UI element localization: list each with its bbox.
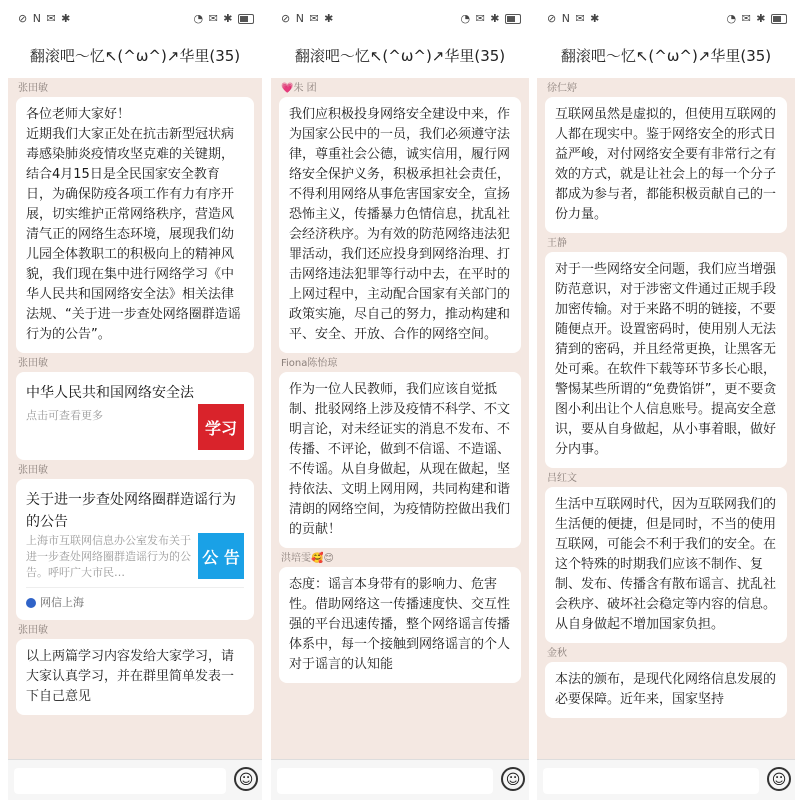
sender-name: 张田敏 [18, 358, 48, 369]
sender-name: 洪培雯🥰😊 [281, 553, 334, 564]
message-list[interactable] [271, 78, 529, 760]
sender-name: 吕红文 [547, 473, 577, 484]
input-bar [537, 759, 795, 800]
chat-title: 翻滚吧～忆↖(^ω^)↗华里(35) [271, 36, 529, 78]
message-bubble[interactable]: 生活中互联网时代，因为互联网我们的生活便的便捷，但是同时，不当的使用互联网，可能会不利于我们的安全。在这个特殊的时期我们应该不制作、复制、发布、传播含有散布谣言、扰乱社会秩序、破坏社会稳定等内容的信息。从自身做起不增加国家负担。 [545, 487, 787, 643]
status-bar [8, 0, 262, 36]
sender-name: 张田敏 [18, 465, 48, 476]
battery-icon [771, 14, 787, 24]
article-thumbnail: 学习 [198, 404, 244, 450]
message-bubble[interactable]: 互联网虽然是虚拟的，但使用互联网的人都在现实中。鉴于网络安全的形式日益严峻，对付网络安全要有非常行之有效的方式，就是让社会上的每一个分子都成为参与者，都能积极贡献自己的一份力量。 [545, 97, 787, 233]
message-bubble[interactable]: 本法的颁布，是现代化网络信息发展的必要保障。近年来，国家坚持 [545, 662, 787, 718]
input-bar [8, 759, 262, 800]
message-bubble[interactable]: 态度：谣言本身带有的影响力、危害性。借助网络这一传播速度快、交互性强的平台迅速传播，整个网络谣言传播体系中，每一个接触到网络谣言的个人对于谣言的认知能 [279, 567, 521, 683]
battery-icon [505, 14, 521, 24]
status-icons-left: ⊘ N ✉ ✱ [18, 12, 72, 25]
card-description: 上海市互联网信息办公室发布关于进一步查处网络圈群造谣行为的公告。呼吁广大市民… [26, 534, 191, 579]
emoji-icon[interactable]: ☺ [234, 767, 258, 791]
sender-name: 王静 [547, 238, 567, 249]
source-logo-icon [26, 598, 36, 608]
chat-panel-3 [537, 0, 795, 800]
status-icons-right: ◔ ✉ ✱ [193, 12, 254, 25]
article-source: 网信上海 [26, 587, 244, 610]
sender-name: 张田敏 [18, 625, 48, 636]
emoji-icon[interactable]: ☺ [767, 767, 791, 791]
sender-name: 💗朱 团 [281, 83, 317, 94]
sender-name: 徐仁婷 [547, 83, 577, 94]
shared-article-card[interactable] [16, 372, 254, 460]
card-title: 中华人民共和国网络安全法 [26, 385, 194, 401]
message-list[interactable] [537, 78, 795, 760]
sender-name: 金秋 [547, 648, 567, 659]
shared-article-card[interactable] [16, 479, 254, 620]
message-bubble[interactable]: 对于一些网络安全问题，我们应当增强防范意识，对于涉密文件通过正规手段加密传输。对于来路不明的链接，不要随便点开。设置密码时，使用别人无法猜到的密码，并且经常更换，让黑客无处可乘。在软件下载等环节多长心眼，警惕某些所谓的“免费馅饼”，更不要贪图小利出让个人信息账号。提高安全意识，要从自身做起，从小事着眼，做好分内事。 [545, 252, 787, 468]
message-list[interactable] [8, 78, 262, 760]
input-bar [271, 759, 529, 800]
status-bar [537, 0, 795, 36]
message-bubble[interactable]: 我们应积极投身网络安全建设中来，作为国家公民中的一员，我们必须遵守法律，尊重社会公德，诚实信用，履行网络安全保护义务，积极承担社会责任，不得利用网络从事危害国家安全，宣扬恐怖主义，传播暴力色情信息，扰乱社会经济秩序。为有效的防范网络违法犯罪活动，我们还应投身到网络治理、打击网络违法犯罪等行动中去，在平时的上网过程中，主动配合国家有关部门的政策实施，尽自己的努力，推动构建和平、安全、开放、合作的网络空间。 [279, 97, 521, 353]
card-title: 关于进一步查处网络圈群造谣行为的公告 [26, 492, 236, 530]
chat-title: 翻滚吧～忆↖(^ω^)↗华里(35) [537, 36, 795, 78]
chat-title: 翻滚吧～忆↖(^ω^)↗华里(35) [8, 36, 262, 78]
message-bubble[interactable]: 各位老师大家好！ 近期我们大家正处在抗击新型冠状病毒感染肺炎疫情攻坚克难的关键期，结合4月15日是全民国家安全教育日，为确保防疫各项工作有力有序开展，切实维护正常网络秩序，营造风清气正的网络生态环境，展现我们幼儿园全体教职工的积极向上的精神风貌，我们现在集中进行网络学习《中华人民共和国网络安全法》相关法律法规、“关于进一步查处网络圈群造谣行为的公告”。 [16, 97, 254, 353]
message-input[interactable] [14, 768, 226, 794]
message-input[interactable] [543, 768, 759, 794]
status-icons-left: ⊘ N ✉ ✱ [547, 12, 601, 25]
emoji-icon[interactable]: ☺ [501, 767, 525, 791]
message-bubble[interactable]: 作为一位人民教师，我们应该自觉抵制、批驳网络上涉及疫情不科学、不文明言论，对未经证实的消息不发布、不传播、不评论，做到不信谣、不造谣、不传谣。从自身做起，从现在做起，坚持依法、文明上网用网，共同构建和谐清朗的网络空间，为疫情防控做出我们的贡献！ [279, 372, 521, 548]
sender-name: 张田敏 [18, 83, 48, 94]
status-icons-right: ◔ ✉ ✱ [460, 12, 521, 25]
card-subtitle: 点击可查看更多 [26, 409, 103, 422]
sender-name: Fiona陈怡琼 [281, 358, 338, 369]
message-input[interactable] [277, 768, 493, 794]
chat-panel-1 [8, 0, 262, 800]
message-bubble[interactable]: 以上两篇学习内容发给大家学习，请大家认真学习，并在群里简单发表一下自己意见 [16, 639, 254, 715]
status-icons-left: ⊘ N ✉ ✱ [281, 12, 335, 25]
status-icons-right: ◔ ✉ ✱ [726, 12, 787, 25]
article-thumbnail: 公 告 [198, 533, 244, 579]
battery-icon [238, 14, 254, 24]
chat-panel-2 [271, 0, 529, 800]
status-bar [271, 0, 529, 36]
